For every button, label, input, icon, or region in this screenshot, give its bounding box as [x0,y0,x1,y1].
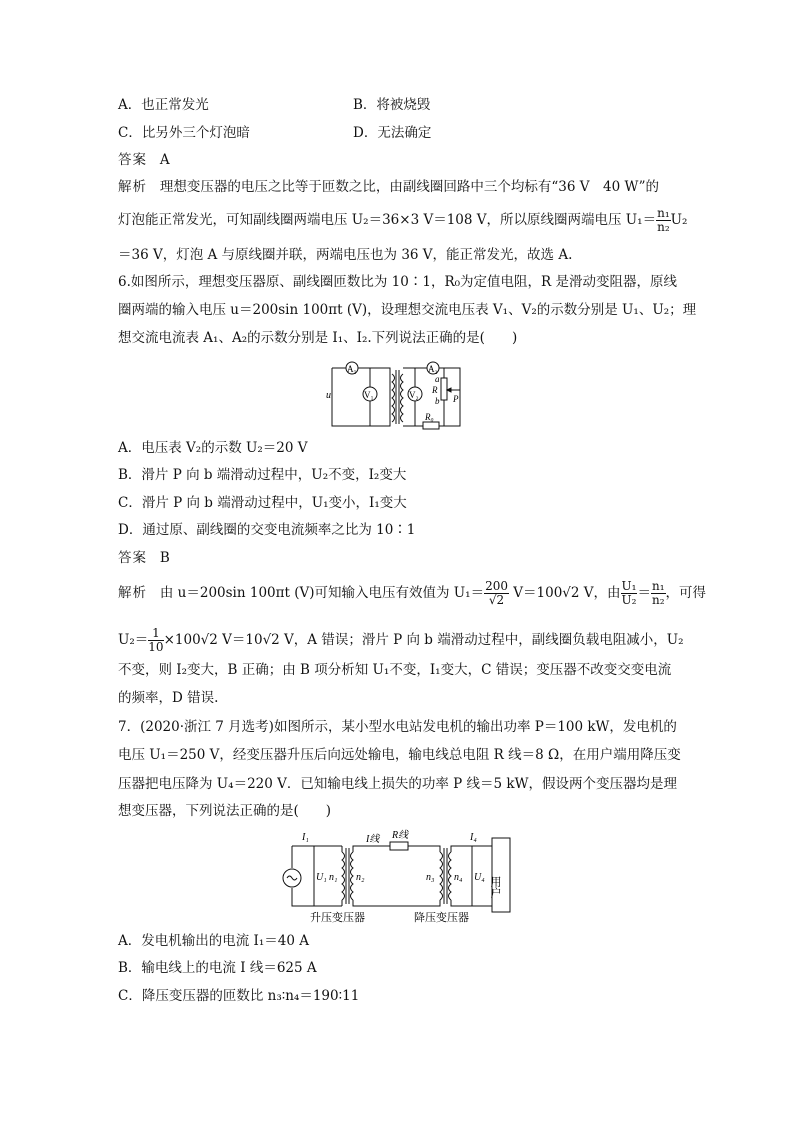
q5-option-row-ab [118,95,678,115]
q6-fig-label-a1: A₁ [347,364,357,374]
q7-fig-label-n2: n₂ [356,872,365,883]
q7-option-c: C．降压变压器的匝数比 n₃∶n₄＝190∶11 [118,988,360,1004]
q6-analysis-text1d: ，可得 [665,585,707,601]
q5-analysis-text1: 理想变压器的电压之比等于匝数之比，由副线圈回路中三个均标有“36 V 40 W”的 [159,179,659,195]
q7-fig-label-rline: R线 [392,830,409,841]
q6-analysis-line3: 不变，则 I₂变大，B 正确；由 B 项分析知 U₁不变，I₁变大，C 错误；变压器不改变交变电流 [118,662,672,678]
q6-analysis-frac3: $\frac{\text{n₁}}{\text{n₂}}$ [651,579,665,607]
q6-analysis-label: 解析 [118,585,147,601]
q6-fig-label-a2: A₂ [428,364,438,374]
q6-answer-label: 答案 [118,550,147,566]
q6-analysis-line4: 的频率，D 错误. [118,690,219,706]
q6-option-b: B．滑片 P 向 b 端滑动过程中，U₂不变，I₂变大 [118,467,407,483]
q7-fig-label-step-up: 升压变压器 [310,912,365,924]
q5-analysis-line2 [118,207,687,234]
q7-fig-label-user: 用户 [489,876,501,898]
q7-fig-label-i4: I₄ [470,832,477,843]
q6-stem-line3: 想交流电流表 A₁、A₂的示数分别是 I₁、I₂.下列说法正确的是( ) [118,330,518,346]
q6-analysis-line1 [118,580,706,607]
q6-analysis-frac1: $\frac{200}{√2}$ [485,579,508,607]
q5-analysis-line3: ＝36 V，灯泡 A 与原线圈并联，两端电压也为 36 V，能正常发光，故选 A. [118,247,573,263]
q6-analysis-text2b: ×100√2 V＝10√2 V，A 错误；滑片 P 向 b 端滑动过程中，副线圈负载电阻减小，U₂ [163,632,684,648]
q5-analysis-line1 [118,177,659,197]
q6-fig-label-v1: V₁ [364,390,374,400]
q7-fig-label-n4: n₄ [454,872,463,883]
q6-option-a: A．电压表 V₂的示数 U₂＝20 V [118,440,308,456]
q5-option-row-cd [118,123,678,143]
q7-option-a: A．发电机输出的电流 I₁＝40 A [118,933,310,949]
q5-option-d: D．无法确定 [353,125,432,141]
q5-answer [118,150,170,170]
q7-stem-line4: 想变压器，下列说法正确的是( ) [118,803,332,819]
q6-analysis-text1c: ＝ [637,585,651,601]
q6-fig-label-a: a [435,374,440,384]
q6-option-d: D．通过原、副线圈的交变电流频率之比为 10∶1 [118,522,416,538]
q6-fig-label-p: P [453,394,459,404]
q6-answer-value: B [159,550,170,566]
q7-stem-line2: 电压 U₁＝250 V，经变压器升压后向远处输电，输电线总电阻 R 线＝8 Ω，在用户端用降压变 [118,747,681,763]
q6-answer [118,548,170,568]
q6-fig-label-v2: V₂ [409,390,419,400]
q6-fig-label-b: b [435,396,440,406]
q6-analysis-frac4: $\frac{1}{10}$ [148,626,164,654]
q6-circuit-figure [322,360,472,432]
q6-stem-line2: 圈两端的输入电压 u＝200sin 100πt (V)，设理想交流电压表 V₁、V₂的示数分别是 U₁、U₂；理 [118,302,697,318]
q5-analysis-label: 解析 [118,179,147,195]
q5-option-a: A．也正常发光 [118,97,209,113]
q7-fig-label-n3: n₃ [426,872,435,883]
q5-analysis-fraction: $\frac{\text{n₁}}{\text{n₂}}$ [657,206,670,234]
q7-fig-label-iline: I线 [366,834,380,845]
q7-fig-label-u4: U₄ [474,872,485,883]
q7-fig-label-u1: U₁ [316,872,327,883]
q6-analysis-frac2: $\frac{\text{U₁}}{\text{U₂}}$ [621,579,637,607]
q5-analysis-text2a: 灯泡能正常发光，可知副线圈两端电压 U₂＝36×3 V＝108 V，所以原线圈两端电压 U₁＝ [118,212,657,228]
q6-option-c: C．滑片 P 向 b 端滑动过程中，U₁变小，I₁变大 [118,495,407,511]
q7-circuit-figure [280,828,512,924]
q7-stem-line1: 7．(2020·浙江 7 月选考)如图所示，某小型水电站发电机的输出功率 P＝100 kW，发电机的 [118,719,677,735]
q7-fig-label-step-down: 降压变压器 [414,912,469,924]
q5-option-c: C．比另外三个灯泡暗 [118,125,250,141]
q6-fig-label-r0: R₀ [425,412,434,422]
q5-analysis-text2b: U₂ [670,212,688,228]
q6-analysis-line2 [118,627,684,654]
q7-stem-line3: 压器把电压降为 U₄＝220 V．已知输电线上损失的功率 P 线＝5 kW，假设两个变压器均是理 [118,776,677,792]
q6-fig-label-u: u [326,390,331,401]
q5-answer-label: 答案 [118,152,147,168]
q6-fig-label-r: R [432,385,438,395]
q6-stem-line1: 6.如图所示，理想变压器原、副线圈匝数比为 10∶1，R₀为定值电阻，R 是滑动变阻器，原线 [118,274,677,290]
q7-fig-label-i1: I₁ [302,832,309,843]
q5-answer-value: A [159,152,170,168]
q6-analysis-text2a: U₂＝ [118,632,149,648]
q6-analysis-text1b: V＝100√2 V，由 [509,585,621,601]
q7-fig-label-n1: n₁ [329,872,338,883]
q7-option-b: B．输电线上的电流 I 线＝625 A [118,960,317,976]
q5-option-b: B．将被烧毁 [353,97,431,113]
q6-analysis-text1a: 由 u＝200sin 100πt (V)可知输入电压有效值为 U₁＝ [159,585,485,601]
